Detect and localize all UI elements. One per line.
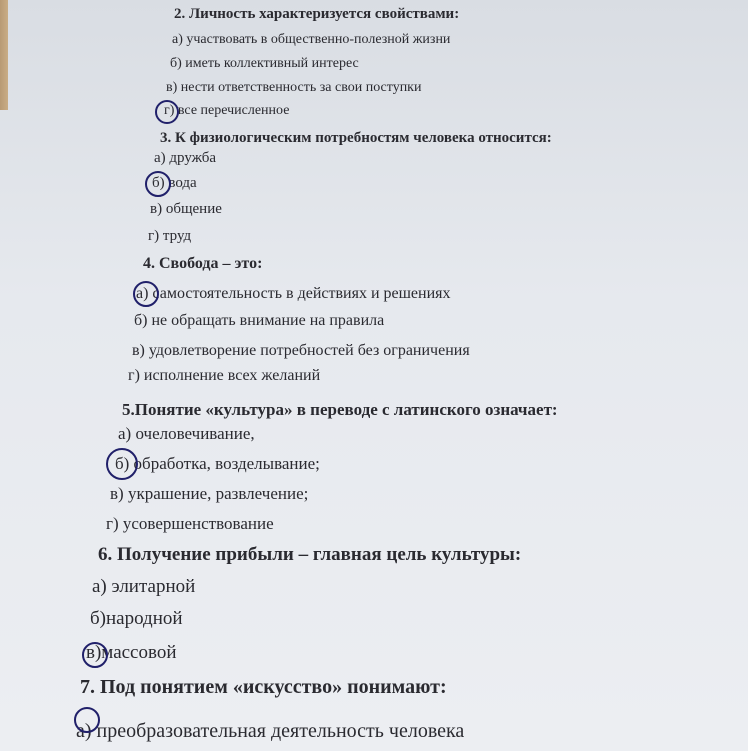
question-4-option-a: а) самостоятельность в действиях и решениях (136, 285, 451, 302)
question-3-option-b: б) вода (152, 175, 197, 191)
question-2-option-v: в) нести ответственность за свои поступки (166, 80, 422, 95)
question-2-title: 2. Личность характеризуется свойствами: (174, 6, 460, 22)
question-3-title: 3. К физиологическим потребностям человека относится: (160, 130, 552, 146)
answer-mark-q3 (145, 171, 171, 197)
question-2-option-g: г) все перечисленное (164, 103, 290, 118)
question-4-option-g: г) исполнение всех желаний (128, 367, 321, 384)
question-7-title: 7. Под понятием «искусство» понимают: (80, 676, 447, 698)
question-5-option-a: а) очеловечивание, (118, 424, 255, 443)
answer-mark-q2 (155, 100, 179, 124)
question-6-option-a: а) элитарной (92, 576, 196, 597)
desk-edge (0, 0, 8, 110)
question-2-option-b: б) иметь коллективный интерес (170, 56, 359, 71)
question-6-option-b: б)народной (90, 608, 183, 629)
question-4-option-v: в) удовлетворение потребностей без ограничения (132, 342, 470, 359)
question-6-title: 6. Получение прибыли – главная цель культуры: (98, 544, 522, 565)
question-7-option-a: а) преобразовательная деятельность человека (76, 720, 465, 742)
question-5-option-b: б) обработка, возделывание; (115, 454, 320, 473)
answer-mark-q7 (74, 707, 100, 733)
answer-mark-q6 (82, 642, 108, 668)
question-3-option-v: в) общение (150, 201, 222, 217)
question-5-title: 5.Понятие «культура» в переводе с латинского означает: (122, 400, 558, 419)
question-3-option-a: а) дружба (154, 150, 217, 166)
question-4-title: 4. Свобода – это: (143, 255, 263, 272)
question-6-option-v: в)массовой (86, 642, 177, 663)
question-2-option-a: а) участвовать в общественно-полезной жизни (172, 32, 451, 47)
question-4-option-b: б) не обращать внимание на правила (134, 312, 385, 329)
question-5-option-g: г) усовершенствование (106, 514, 274, 533)
answer-mark-q4 (133, 281, 159, 307)
question-3-option-g: г) труд (148, 228, 192, 244)
question-5-option-v: в) украшение, развлечение; (110, 484, 309, 503)
answer-mark-q5 (106, 448, 138, 480)
